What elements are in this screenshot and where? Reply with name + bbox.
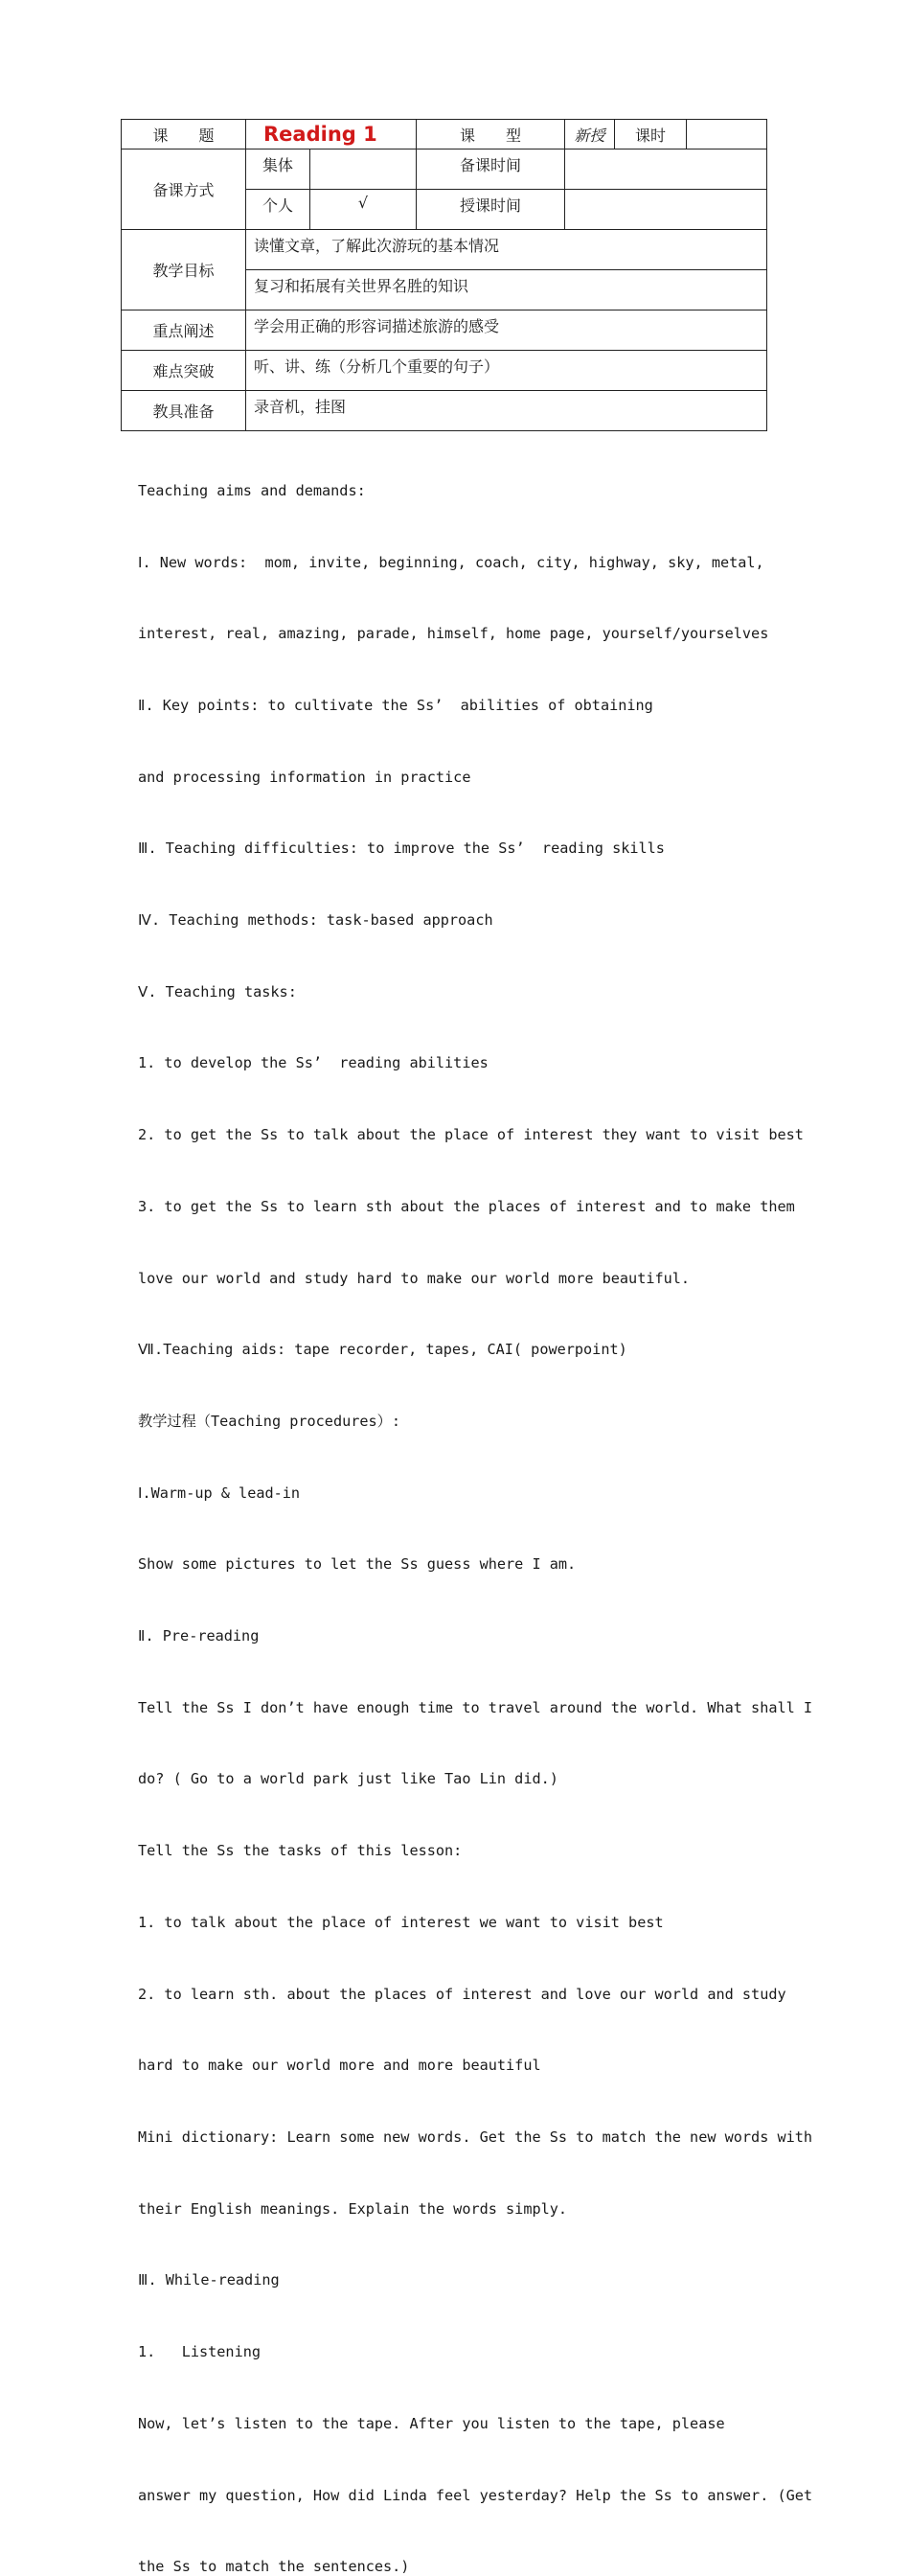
- prep-time-label: 备课时间: [417, 150, 565, 190]
- table-row-prep-group: [122, 150, 767, 190]
- difficulty-value: 听、讲、练（分析几个重要的句子）: [246, 351, 767, 391]
- type-label: 课 型: [417, 120, 565, 150]
- text-line: 2. to get the Ss to talk about the place of interest they want to visit best: [138, 1126, 804, 1144]
- text-line: Ⅱ. Key points: to cultivate the Ss’ abilities of obtaining: [138, 696, 653, 714]
- period-value: [687, 120, 767, 150]
- text-line: Show some pictures to let the Ss guess where I am.: [138, 1555, 577, 1574]
- difficulty-label: 难点突破: [122, 351, 246, 391]
- text-line: Ⅳ. Teaching methods: task-based approach: [138, 911, 493, 930]
- tools-label: 教具准备: [122, 391, 246, 431]
- prep-individual-label: 个人: [246, 190, 310, 230]
- text-line: Tell the Ss I don’t have enough time to travel around the world. What shall I: [138, 1698, 813, 1716]
- prep-time-value: [565, 150, 767, 190]
- lesson-plan-table: [121, 119, 767, 431]
- key-label: 重点阐述: [122, 310, 246, 351]
- text-line: answer my question, How did Linda feel yesterday? Help the Ss to answer. (Get: [138, 2486, 813, 2504]
- text-line: Mini dictionary: Learn some new words. Get the Ss to match the new words with: [138, 2128, 813, 2146]
- text-line: hard to make our world more and more beautiful: [138, 2057, 541, 2075]
- text-line: Ⅰ. New words: mom, invite, beginning, coach, city, highway, sky, metal,: [138, 553, 764, 571]
- objective-item: 复习和拓展有关世界名胜的知识: [246, 270, 767, 310]
- topic-value: Reading 1: [246, 120, 417, 150]
- text-line: Ⅲ. Teaching difficulties: to improve the Ss’ reading skills: [138, 840, 665, 858]
- objective-item: 读懂文章，了解此次游玩的基本情况: [246, 230, 767, 270]
- table-row-topic: [122, 120, 767, 150]
- table-row-tools: [122, 391, 767, 431]
- table-row-difficulty: [122, 351, 767, 391]
- key-value: 学会用正确的形容词描述旅游的感受: [246, 310, 767, 351]
- text-line: 2. to learn sth. about the places of interest and love our world and study: [138, 1985, 786, 2003]
- text-line: interest, real, amazing, parade, himself, home page, yourself/yourselves: [138, 625, 769, 643]
- topic-label: 课 题: [122, 120, 246, 150]
- text-line: Tell the Ss the tasks of this lesson:: [138, 1842, 463, 1860]
- text-line: 教学过程（Teaching procedures）:: [138, 1412, 400, 1430]
- prep-group-label: 集体: [246, 150, 310, 190]
- text-line: 1. Listening: [138, 2343, 262, 2361]
- text-line: 1. to develop the Ss’ reading abilities: [138, 1054, 489, 1072]
- text-line: Ⅴ. Teaching tasks:: [138, 982, 297, 1000]
- prep-individual-value: √: [310, 190, 417, 230]
- tools-value: 录音机，挂图: [246, 391, 767, 431]
- text-line: 1. to talk about the place of interest we want to visit best: [138, 1913, 664, 1931]
- text-line: Ⅱ. Pre-reading: [138, 1627, 260, 1645]
- teach-time-value: [565, 190, 767, 230]
- prep-label: 备课方式: [122, 150, 246, 230]
- text-line: their English meanings. Explain the words simply.: [138, 2199, 568, 2218]
- table-row-objectives-1: [122, 230, 767, 270]
- text-line: Now, let’s listen to the tape. After you listen to the tape, please: [138, 2414, 725, 2432]
- text-line: the Ss to match the sentences.): [138, 2558, 410, 2576]
- text-line: 3. to get the Ss to learn sth about the places of interest and to make them: [138, 1197, 795, 1215]
- text-line: love our world and study hard to make our world more beautiful.: [138, 1269, 691, 1287]
- text-line: do? ( Go to a world park just like Tao Lin did.): [138, 1770, 558, 1788]
- type-value: 新授: [565, 120, 615, 150]
- period-label: 课时: [615, 120, 687, 150]
- text-line: Ⅲ. While-reading: [138, 2271, 280, 2289]
- text-line: Ⅶ.Teaching aids: tape recorder, tapes, CAI( powerpoint): [138, 1341, 627, 1359]
- prep-group-value: [310, 150, 417, 190]
- text-line: and processing information in practice: [138, 768, 471, 786]
- lesson-procedure-text: [138, 431, 813, 2576]
- text-line: Ⅰ.Warm-up & lead-in: [138, 1484, 301, 1502]
- text-line: Teaching aims and demands:: [138, 481, 366, 499]
- teach-time-label: 授课时间: [417, 190, 565, 230]
- table-row-key: [122, 310, 767, 351]
- objectives-label: 教学目标: [122, 230, 246, 310]
